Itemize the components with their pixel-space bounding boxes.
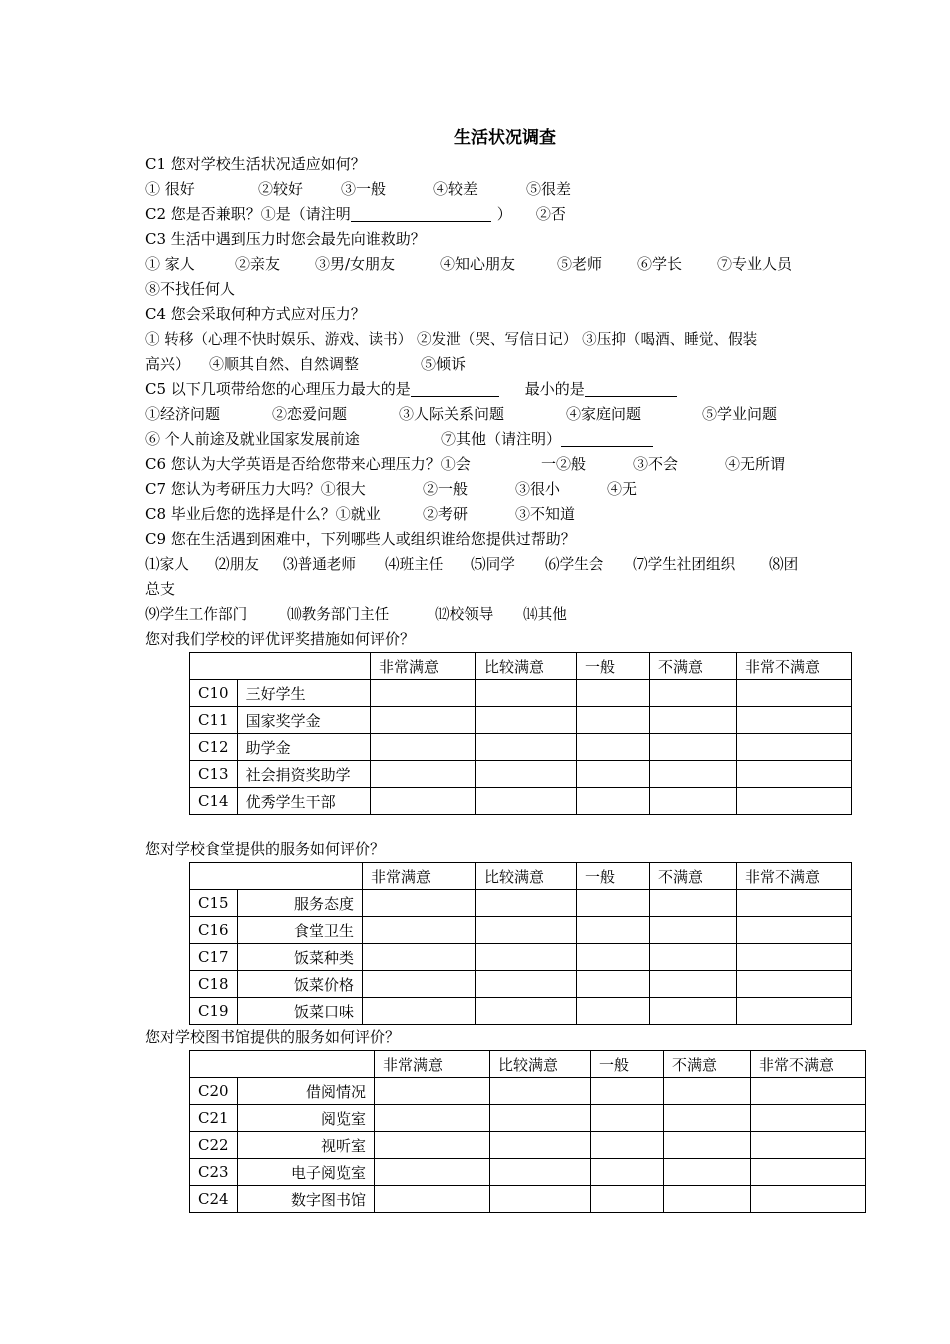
rating-cell[interactable] (476, 998, 577, 1025)
rating-cell[interactable] (664, 1105, 751, 1132)
row-label: 国家奖学金 (237, 707, 370, 734)
option: ⑼学生工作部门 (145, 606, 248, 623)
option: ⑿校领导 (435, 606, 494, 623)
row-label: 视听室 (237, 1132, 374, 1159)
table-row (190, 944, 852, 971)
row-code: C11 (190, 707, 238, 734)
table-row (190, 1105, 866, 1132)
rating-cell[interactable] (490, 1132, 591, 1159)
header-row (190, 1051, 866, 1078)
rating-cell[interactable] (476, 890, 577, 917)
rating-cell[interactable] (490, 1078, 591, 1105)
row-code: C15 (190, 890, 238, 917)
table-row (190, 917, 852, 944)
option: ⑤很差 (526, 180, 572, 198)
rating-cell[interactable] (476, 734, 577, 761)
rating-cell[interactable] (650, 971, 737, 998)
rating-cell[interactable] (476, 917, 577, 944)
rating-cell[interactable] (591, 1105, 664, 1132)
row-label: 借阅情况 (237, 1078, 374, 1105)
row-label: 服务态度 (237, 890, 362, 917)
option: ②较好 (258, 180, 304, 198)
option: 高兴） (145, 355, 191, 373)
row-label: 助学金 (237, 734, 370, 761)
options-c4: ① 转移（心理不快时娱乐、游戏、读书） ②发泄（哭、写信日记） ③压抑（喝酒、睡觉、假装 (145, 331, 758, 348)
option: ⑶普通老师 (283, 556, 356, 573)
options-c4-cont (145, 352, 865, 377)
table-row (190, 1132, 866, 1159)
column-header: 非常不满意 (751, 1051, 866, 1078)
option: ②亲友 (235, 255, 281, 273)
row-label: 饭菜口味 (237, 998, 362, 1025)
rating-cell[interactable] (363, 998, 476, 1025)
option: ②恋爱问题 (272, 405, 348, 423)
rating-cell[interactable] (490, 1186, 591, 1213)
option: ⑺学生社团组织 (633, 556, 736, 573)
fill-blank[interactable] (351, 205, 491, 222)
rating-cell[interactable] (577, 761, 650, 788)
option: ⑵朋友 (215, 556, 259, 573)
rating-cell[interactable] (650, 890, 737, 917)
rating-cell[interactable] (751, 1078, 866, 1105)
row-code: C12 (190, 734, 238, 761)
column-header: 不满意 (664, 1051, 751, 1078)
section-title-library: 您对学校图书馆提供的服务如何评价？ (145, 1028, 401, 1046)
question-text: 最小的是 (524, 380, 585, 398)
rating-cell[interactable] (490, 1159, 591, 1186)
fill-blank[interactable] (561, 430, 653, 447)
question-c5 (145, 377, 865, 402)
rating-cell[interactable] (363, 890, 476, 917)
rating-cell[interactable] (650, 680, 737, 707)
rating-cell[interactable] (490, 1105, 591, 1132)
option: ⑥学长 (637, 255, 683, 273)
row-label: 饭菜种类 (237, 944, 362, 971)
rating-cell[interactable] (751, 1186, 866, 1213)
option: ⑥ 个人前途及就业国家发展前途 (145, 430, 360, 448)
option: ⑷班主任 (385, 556, 444, 573)
option: ⑽教务部门主任 (287, 606, 390, 623)
rating-cell[interactable] (476, 788, 577, 815)
row-code: C20 (190, 1078, 238, 1105)
rating-cell[interactable] (371, 788, 476, 815)
option: ⑤学业问题 (702, 405, 778, 423)
row-code: C18 (190, 971, 238, 998)
row-label: 优秀学生干部 (237, 788, 370, 815)
question-c2 (145, 202, 865, 227)
rating-cell[interactable] (591, 1186, 664, 1213)
option: ⑻团 (769, 556, 799, 573)
rating-cell[interactable] (650, 761, 737, 788)
option: ④无 (607, 480, 638, 498)
column-header: 一般 (577, 653, 650, 680)
option: ① 很好 (145, 180, 195, 198)
rating-cell[interactable] (577, 734, 650, 761)
options-c3 (145, 252, 865, 277)
rating-cell[interactable] (737, 890, 852, 917)
option: ④家庭问题 (566, 405, 642, 423)
column-header: 非常满意 (375, 1051, 490, 1078)
rating-cell[interactable] (577, 680, 650, 707)
rating-cell[interactable] (664, 1078, 751, 1105)
option: ⑹学生会 (545, 556, 604, 573)
library-rating-table (189, 1050, 866, 1213)
table-row (190, 1186, 866, 1213)
row-label: 阅览室 (237, 1105, 374, 1132)
row-label: 社会捐资奖助学 (237, 761, 370, 788)
option: ③不知道 (515, 505, 576, 523)
rating-cell[interactable] (737, 788, 852, 815)
rating-cell[interactable] (751, 1159, 866, 1186)
question-c7 (145, 477, 865, 502)
rating-cell[interactable] (737, 998, 852, 1025)
row-label: 数字图书馆 (237, 1186, 374, 1213)
column-header: 不满意 (650, 653, 737, 680)
table-row (190, 761, 852, 788)
option: ③很小 (515, 480, 561, 498)
question-text: C8 毕业后您的选择是什么？①就业 (145, 505, 381, 523)
row-code: C14 (190, 788, 238, 815)
option: ③不会 (633, 455, 679, 473)
table-row (190, 1159, 866, 1186)
rating-cell[interactable] (737, 971, 852, 998)
row-code: C24 (190, 1186, 238, 1213)
column-header: 非常满意 (371, 653, 476, 680)
column-header: 不满意 (650, 863, 737, 890)
rating-cell[interactable] (664, 1132, 751, 1159)
option: ⑧不找任何人 (145, 280, 236, 298)
rating-cell[interactable] (577, 788, 650, 815)
question-c8 (145, 502, 865, 527)
rating-cell[interactable] (375, 1132, 490, 1159)
rating-cell[interactable] (737, 707, 852, 734)
column-header: 比较满意 (476, 653, 577, 680)
question-text: ） (496, 205, 512, 223)
rating-cell[interactable] (476, 707, 577, 734)
row-code: C10 (190, 680, 238, 707)
rating-cell[interactable] (664, 1186, 751, 1213)
row-label: 食堂卫生 (237, 917, 362, 944)
header-empty-cell (190, 1051, 375, 1078)
rating-cell[interactable] (650, 788, 737, 815)
option: ⑴家人 (145, 556, 189, 573)
row-code: C17 (190, 944, 238, 971)
options-c5-cont (145, 427, 865, 452)
option: ④较差 (433, 180, 479, 198)
options-c1 (145, 177, 865, 202)
option: ⑸同学 (471, 556, 515, 573)
option: ④无所谓 (725, 455, 786, 473)
question-text: C7 您认为考研压力大吗？①很大 (145, 480, 366, 498)
option: ③男/女朋友 (315, 255, 396, 273)
page-title: 生活状况调查 (454, 128, 556, 148)
header-empty-cell (190, 863, 363, 890)
table-row (190, 1078, 866, 1105)
options-c9-cont (145, 602, 865, 627)
rating-cell[interactable] (591, 1159, 664, 1186)
rating-cell[interactable] (577, 890, 650, 917)
rating-cell[interactable] (363, 944, 476, 971)
option: ④知心朋友 (440, 255, 516, 273)
column-header: 非常不满意 (737, 863, 852, 890)
question-c4: C4 您会采取何种方式应对压力？ (145, 305, 366, 323)
question-text: C5 以下几项带给您的心理压力最大的是 (145, 380, 411, 398)
column-header: 比较满意 (476, 863, 577, 890)
rating-cell[interactable] (363, 971, 476, 998)
column-header: 一般 (591, 1051, 664, 1078)
rating-cell[interactable] (577, 707, 650, 734)
rating-cell[interactable] (375, 1078, 490, 1105)
column-header: 非常满意 (363, 863, 476, 890)
rating-cell[interactable] (650, 944, 737, 971)
rating-cell[interactable] (577, 998, 650, 1025)
question-c9: C9 您在生活遇到困难中，下列哪些人或组织谁给您提供过帮助？ (145, 530, 576, 548)
table-row (190, 890, 852, 917)
option: 一②般 (541, 455, 587, 473)
rating-cell[interactable] (577, 944, 650, 971)
rating-cell[interactable] (737, 734, 852, 761)
rating-cell[interactable] (650, 734, 737, 761)
rating-cell[interactable] (476, 971, 577, 998)
table-row (190, 971, 852, 998)
question-text: C2 您是否兼职？①是（请注明 (145, 205, 351, 223)
column-header: 一般 (577, 863, 650, 890)
rating-cell[interactable] (591, 1078, 664, 1105)
option: ②否 (535, 205, 566, 223)
question-c3: C3 生活中遇到压力时您会最先向谁救助？ (145, 230, 426, 248)
fill-blank[interactable] (585, 380, 677, 397)
rating-cell[interactable] (751, 1132, 866, 1159)
option: ⒁其他 (523, 606, 567, 623)
row-code: C16 (190, 917, 238, 944)
rating-cell[interactable] (371, 707, 476, 734)
row-code: C13 (190, 761, 238, 788)
survey-page (145, 124, 865, 1213)
header-empty-cell (190, 653, 371, 680)
rating-cell[interactable] (363, 917, 476, 944)
option: ① 家人 (145, 255, 195, 273)
option: ⑤倾诉 (421, 355, 467, 373)
rating-cell[interactable] (650, 917, 737, 944)
rating-cell[interactable] (737, 944, 852, 971)
table-row (190, 998, 852, 1025)
rating-cell[interactable] (476, 680, 577, 707)
option: ②一般 (423, 480, 469, 498)
rating-cell[interactable] (664, 1159, 751, 1186)
table-row (190, 680, 852, 707)
option: ⑤老师 (557, 255, 603, 273)
rating-cell[interactable] (371, 680, 476, 707)
rating-cell[interactable] (650, 707, 737, 734)
rating-cell[interactable] (476, 944, 577, 971)
question-c1: C1 您对学校生活状况适应如何？ (145, 155, 366, 173)
rating-cell[interactable] (375, 1105, 490, 1132)
canteen-rating-table (189, 862, 852, 1025)
column-header: 比较满意 (490, 1051, 591, 1078)
table-row (190, 788, 852, 815)
rating-cell[interactable] (751, 1105, 866, 1132)
row-code: C21 (190, 1105, 238, 1132)
section-title-awards: 您对我们学校的评优评奖措施如何评价？ (145, 630, 416, 648)
fill-blank[interactable] (411, 380, 499, 397)
table-row (190, 734, 852, 761)
header-row (190, 863, 852, 890)
rating-cell[interactable] (371, 734, 476, 761)
rating-cell[interactable] (737, 680, 852, 707)
rating-cell[interactable] (591, 1132, 664, 1159)
option: ③一般 (341, 180, 387, 198)
option: ④顺其自然、自然调整 (209, 355, 360, 373)
row-code: C23 (190, 1159, 238, 1186)
table-row (190, 707, 852, 734)
option: ③人际关系问题 (399, 405, 505, 423)
rating-cell[interactable] (737, 761, 852, 788)
option: ⑦专业人员 (717, 255, 793, 273)
column-header: 非常不满意 (737, 653, 852, 680)
options-c5 (145, 402, 865, 427)
awards-rating-table (189, 652, 852, 815)
options-c9 (145, 552, 865, 577)
header-row (190, 653, 852, 680)
question-c6 (145, 452, 865, 477)
rating-cell[interactable] (577, 971, 650, 998)
rating-cell[interactable] (577, 917, 650, 944)
option: ①经济问题 (145, 405, 221, 423)
row-code: C19 (190, 998, 238, 1025)
row-label: 饭菜价格 (237, 971, 362, 998)
option: ②考研 (423, 505, 469, 523)
rating-cell[interactable] (375, 1186, 490, 1213)
row-label: 三好学生 (237, 680, 370, 707)
rating-cell[interactable] (650, 998, 737, 1025)
option: ⑦其他（请注明） (441, 430, 562, 448)
row-label: 电子阅览室 (237, 1159, 374, 1186)
rating-cell[interactable] (371, 761, 476, 788)
row-code: C22 (190, 1132, 238, 1159)
question-text: C6 您认为大学英语是否给您带来心理压力？①会 (145, 455, 471, 473)
rating-cell[interactable] (375, 1159, 490, 1186)
option-cont: 总支 (145, 580, 176, 598)
rating-cell[interactable] (737, 917, 852, 944)
rating-cell[interactable] (476, 761, 577, 788)
section-title-canteen: 您对学校食堂提供的服务如何评价？ (145, 840, 386, 858)
